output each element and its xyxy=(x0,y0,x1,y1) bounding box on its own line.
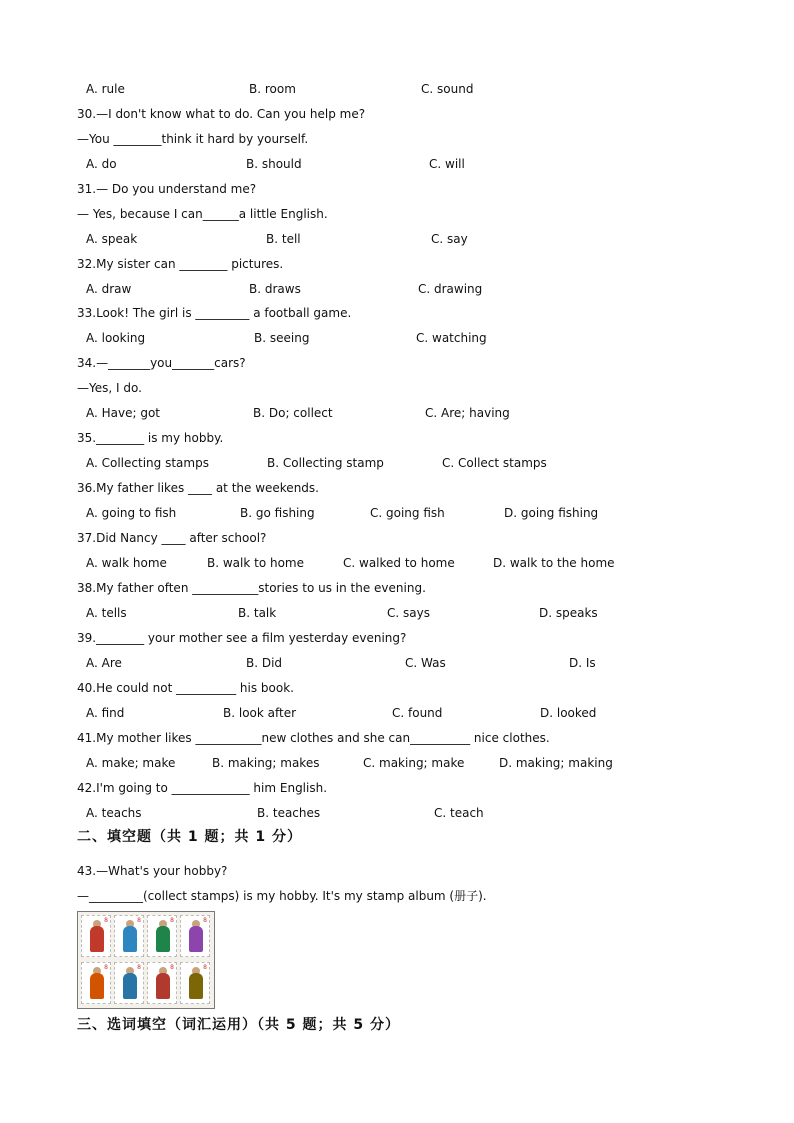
option-d[interactable]: D. walk to the home xyxy=(493,556,615,570)
q30-options xyxy=(86,156,694,172)
section-heading: 二、填空题（共 1 题；共 1 分） xyxy=(77,829,302,845)
q40-question: 40.He could not __________ his book. xyxy=(77,681,294,695)
option-c[interactable]: C. drawing xyxy=(418,282,483,296)
option-d[interactable]: D. speaks xyxy=(539,606,598,620)
stamp: 8 xyxy=(114,915,144,957)
option-a[interactable]: A. draw xyxy=(86,282,132,296)
stamp-album-image xyxy=(77,911,215,1009)
q37-options xyxy=(86,555,694,571)
q35-options xyxy=(86,455,694,471)
option-a[interactable]: A. make; make xyxy=(86,756,176,770)
option-b[interactable]: B. Do; collect xyxy=(253,406,333,420)
option-b[interactable]: B. making; makes xyxy=(212,756,320,770)
option-a[interactable]: A. walk home xyxy=(86,556,167,570)
q41-options xyxy=(86,755,694,771)
option-a[interactable]: A. going to fish xyxy=(86,506,177,520)
q29-options xyxy=(86,81,694,97)
option-a[interactable]: A. Have; got xyxy=(86,406,161,420)
q41-question: 41.My mother likes ___________new clothes and she can__________ nice clothes. xyxy=(77,731,550,745)
q42-options xyxy=(86,805,694,821)
stamp: 8 xyxy=(81,915,111,957)
option-d[interactable]: D. looked xyxy=(540,706,597,720)
q43-prompt: —_________(collect stamps) is my hobby. It's my stamp album (册子). xyxy=(77,889,487,903)
q32-question: 32.My sister can ________ pictures. xyxy=(77,257,284,271)
option-a[interactable]: A. teachs xyxy=(86,806,142,820)
option-c[interactable]: C. Collect stamps xyxy=(442,456,547,470)
section-heading: 三、选词填空（词汇运用）（共 5 题；共 5 分） xyxy=(77,1017,400,1033)
q34-answer: —Yes, I do. xyxy=(77,381,142,395)
option-b[interactable]: B. tell xyxy=(266,232,301,246)
stamp: 8 xyxy=(114,962,144,1004)
option-c[interactable]: C. will xyxy=(429,157,465,171)
option-c[interactable]: C. teach xyxy=(434,806,484,820)
option-d[interactable]: D. making; making xyxy=(499,756,613,770)
option-b[interactable]: B. Collecting stamp xyxy=(267,456,384,470)
q38-options xyxy=(86,605,694,621)
option-a[interactable]: A. Are xyxy=(86,656,122,670)
q31-prompt: — Yes, because I can______a little English. xyxy=(77,207,328,221)
q34-question: 34.—_______you_______cars? xyxy=(77,356,246,370)
option-c[interactable]: C. say xyxy=(431,232,468,246)
option-b[interactable]: B. teaches xyxy=(257,806,321,820)
q36-options xyxy=(86,505,694,521)
option-c[interactable]: C. going fish xyxy=(370,506,445,520)
option-c[interactable]: C. Was xyxy=(405,656,446,670)
q38-question: 38.My father often ___________stories to us in the evening. xyxy=(77,581,426,595)
q32-options xyxy=(86,281,694,297)
option-b[interactable]: B. talk xyxy=(238,606,277,620)
q36-question: 36.My father likes ____ at the weekends. xyxy=(77,481,319,495)
option-c[interactable]: C. found xyxy=(392,706,443,720)
option-c[interactable]: C. walked to home xyxy=(343,556,455,570)
stamp: 8 xyxy=(180,915,210,957)
q40-options xyxy=(86,705,694,721)
q30-prompt: —You ________think it hard by yourself. xyxy=(77,132,309,146)
option-c[interactable]: C. says xyxy=(387,606,430,620)
option-b[interactable]: B. room xyxy=(249,82,296,96)
q37-question: 37.Did Nancy ____ after school? xyxy=(77,531,267,545)
option-a[interactable]: A. looking xyxy=(86,331,146,345)
q31-question: 31.— Do you understand me? xyxy=(77,182,257,196)
option-a[interactable]: A. find xyxy=(86,706,125,720)
q43-question: 43.—What's your hobby? xyxy=(77,864,228,878)
stamp: 8 xyxy=(81,962,111,1004)
option-b[interactable]: B. draws xyxy=(249,282,301,296)
q33-question: 33.Look! The girl is _________ a football game. xyxy=(77,306,352,320)
option-d[interactable]: D. going fishing xyxy=(504,506,599,520)
option-b[interactable]: B. walk to home xyxy=(207,556,305,570)
q30-question: 30.—I don't know what to do. Can you help me? xyxy=(77,107,366,121)
q39-options xyxy=(86,655,694,671)
option-b[interactable]: B. go fishing xyxy=(240,506,315,520)
option-c[interactable]: C. watching xyxy=(416,331,487,345)
q34-options xyxy=(86,405,694,421)
option-a[interactable]: A. tells xyxy=(86,606,127,620)
q35-question: 35.________ is my hobby. xyxy=(77,431,224,445)
q31-options xyxy=(86,231,694,247)
option-b[interactable]: B. seeing xyxy=(254,331,310,345)
option-b[interactable]: B. should xyxy=(246,157,302,171)
q33-options xyxy=(86,330,694,346)
option-a[interactable]: A. do xyxy=(86,157,117,171)
option-a[interactable]: A. rule xyxy=(86,82,125,96)
stamp: 8 xyxy=(180,962,210,1004)
option-b[interactable]: B. look after xyxy=(223,706,297,720)
option-a[interactable]: A. speak xyxy=(86,232,138,246)
option-a[interactable]: A. Collecting stamps xyxy=(86,456,209,470)
option-c[interactable]: C. making; make xyxy=(363,756,465,770)
q42-question: 42.I'm going to _____________ him English. xyxy=(77,781,328,795)
stamp: 8 xyxy=(147,962,177,1004)
option-c[interactable]: C. sound xyxy=(421,82,474,96)
stamp: 8 xyxy=(147,915,177,957)
option-c[interactable]: C. Are; having xyxy=(425,406,510,420)
option-d[interactable]: D. Is xyxy=(569,656,596,670)
q39-question: 39.________ your mother see a film yesterday evening? xyxy=(77,631,407,645)
option-b[interactable]: B. Did xyxy=(246,656,283,670)
